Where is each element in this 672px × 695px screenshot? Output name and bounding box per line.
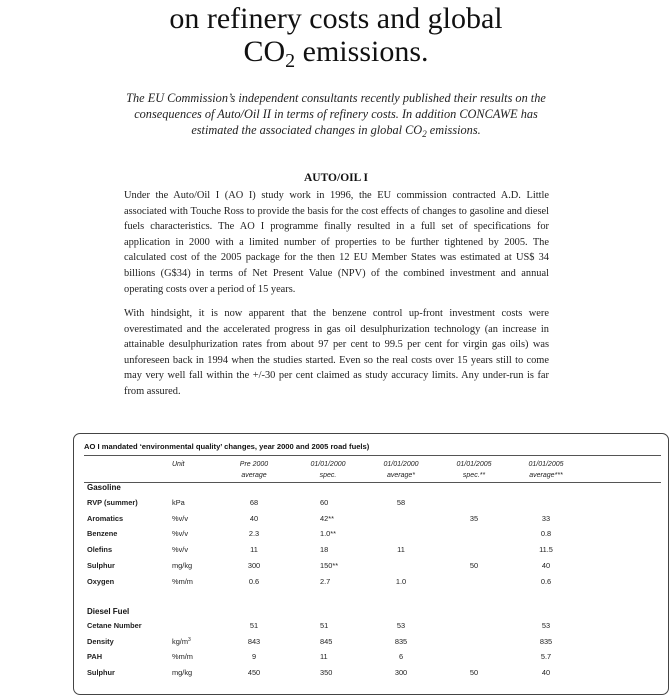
column-header-line-1: 01/01/2005 xyxy=(528,461,564,468)
section-heading: AUTO/OIL I xyxy=(303,172,369,184)
table-cell: 40 xyxy=(249,513,259,523)
table-cell: 300 xyxy=(247,560,261,570)
table-caption: AO I mandated ‘environmental quality’ changes, year 2000 and 2005 road fuels) xyxy=(84,442,370,451)
column-header-line-1: Unit xyxy=(172,461,185,468)
table-cell: 33 xyxy=(541,513,551,523)
table-cell: 0.8 xyxy=(540,529,552,539)
page-title-line-2 xyxy=(0,35,672,72)
row-label: Aromatics xyxy=(87,513,124,523)
table-cell: 58 xyxy=(396,498,406,507)
table-row xyxy=(74,545,668,558)
column-header-line-2: spec. xyxy=(319,472,337,479)
table-cell: 0.6 xyxy=(540,576,552,586)
row-label: Olefins xyxy=(87,545,113,555)
table-cell: 11 xyxy=(320,652,328,662)
table-cell: 50 xyxy=(469,668,479,678)
table-cell: 0.6 xyxy=(248,576,260,586)
page-title-line-1: on refinery costs and global xyxy=(169,2,503,35)
row-label: Density xyxy=(87,636,114,646)
table-cell: 53 xyxy=(396,621,406,630)
table-cell: %v/v xyxy=(172,513,189,523)
title-co-prefix: CO xyxy=(243,35,286,68)
table-cell: 35 xyxy=(469,513,479,523)
table-cell: %v/v xyxy=(172,529,189,539)
table-cell: 845 xyxy=(320,636,333,646)
table-cell: 835 xyxy=(394,636,408,646)
row-label: Sulphur xyxy=(87,560,115,570)
table-cell: 1.0** xyxy=(320,529,337,539)
table-cell: 40 xyxy=(541,668,551,678)
table-cell: 18 xyxy=(320,545,329,555)
table-cell: 2.7 xyxy=(320,576,331,586)
table-cell: 51 xyxy=(320,621,329,630)
table-cell: 51 xyxy=(249,621,259,630)
intro-subscript: 2 xyxy=(422,129,427,139)
table-row xyxy=(74,498,668,511)
table-rule xyxy=(84,482,661,483)
table-rule xyxy=(84,455,661,456)
column-header-line-1: 01/01/2000 xyxy=(310,461,346,468)
table-cell: $kg/m^3$ xyxy=(172,636,191,646)
table-cell: 11 xyxy=(397,545,405,555)
table-cell: 1.0 xyxy=(395,576,407,586)
table-row xyxy=(74,561,668,574)
title-suffix: emissions. xyxy=(295,35,429,68)
table-cell: 53 xyxy=(541,621,551,630)
title-subscript: 2 xyxy=(285,50,296,72)
table-row xyxy=(74,652,668,665)
column-header-line-2: average*** xyxy=(529,472,563,479)
table-row xyxy=(74,577,668,590)
table-cell: 150** xyxy=(320,560,339,570)
table-cell: mg/kg xyxy=(172,560,193,570)
column-header-line-2: average* xyxy=(386,472,416,479)
table-cell: 450 xyxy=(247,668,261,678)
table-cell: 843 xyxy=(247,636,261,646)
table-cell: 300 xyxy=(394,668,408,678)
row-label: Cetane Number xyxy=(87,621,142,630)
table-cell: 11.5 xyxy=(539,545,553,555)
table-section-label: Gasoline xyxy=(87,483,121,492)
table-cell: 5.7 xyxy=(540,652,552,662)
table-cell: %m/m xyxy=(172,576,193,586)
column-header-line-1: 01/01/2005 xyxy=(456,461,492,468)
column-header-line-1: 01/01/2000 xyxy=(383,461,419,468)
table-row xyxy=(74,514,668,527)
row-label: PAH xyxy=(87,652,103,662)
table-cell: 40 xyxy=(541,560,551,570)
table-cell: 60 xyxy=(320,498,329,507)
table-cell: 350 xyxy=(320,668,333,678)
table-cell: 2.3 xyxy=(248,529,260,539)
table-cell: 68 xyxy=(249,498,259,507)
column-header-line-2: spec.** xyxy=(462,472,486,479)
table-cell: 11 xyxy=(250,545,258,555)
specifications-table xyxy=(73,433,669,695)
intro-text: The EU Commission’s independent consultants recently published their results on the consequences of Auto/Oil II in terms of refinery costs. In addition CONCAWE has estimated the associated changes in global CO xyxy=(126,91,546,137)
body-paragraph-1: Under the Auto/Oil I (AO I) study work in 1996, the EU commission contracted A.D. Little associated with Touche Ross to provide the basis for the cost effects of changes to gasoline and diesel fuels characteristics. The AO I programme finally resulted in a full set of specifications for application in 2000 with a limited number of properties to be further tightened by 2005. The calculated cost of the 2005 package for the then 12 EU Member States was estimated at US$ 34 billions (G$34) in terms of Net Present Value (NPV) of the combined investment and annual operating costs over a period of 15 years. xyxy=(124,190,549,295)
column-header-line-2: average xyxy=(241,472,267,479)
table-cell: %v/v xyxy=(172,545,189,555)
row-label: Sulphur xyxy=(87,668,115,678)
table-row xyxy=(74,637,668,650)
row-label: RVP (summer) xyxy=(87,498,138,507)
row-label: Oxygen xyxy=(87,576,115,586)
table-cell: 9 xyxy=(251,652,257,662)
intro-paragraph xyxy=(110,90,562,138)
table-row xyxy=(74,529,668,542)
table-section-label: Diesel Fuel xyxy=(87,607,130,616)
table-cell: 50 xyxy=(469,560,479,570)
table-row xyxy=(74,621,668,634)
body-paragraph-2: With hindsight, it is now apparent that the benzene control up-front investment costs were overestimated and the accelerated progress in gas oil desulphurization technology (an increase in attainable desulphurization rates from about 97 per cent to 99.5 per cent for virgin gas oils) was unforeseen back in 1994 when the studies started. Even so the real costs over 15 years still to come may very well fall within the +/-30 per cent claimed as study accuracy limits. Any under-run is far from assured. xyxy=(124,308,549,397)
intro-end: emissions. xyxy=(426,123,481,137)
column-header-line-1: Pre 2000 xyxy=(239,461,269,468)
table-cell: 835 xyxy=(539,636,553,646)
table-cell: mg/kg xyxy=(172,668,193,678)
table-cell: %m/m xyxy=(172,652,193,662)
table-cell: kPa xyxy=(172,498,185,507)
table-cell: 6 xyxy=(398,652,404,662)
row-label: Benzene xyxy=(87,529,118,539)
table-cell: 42** xyxy=(320,513,334,523)
